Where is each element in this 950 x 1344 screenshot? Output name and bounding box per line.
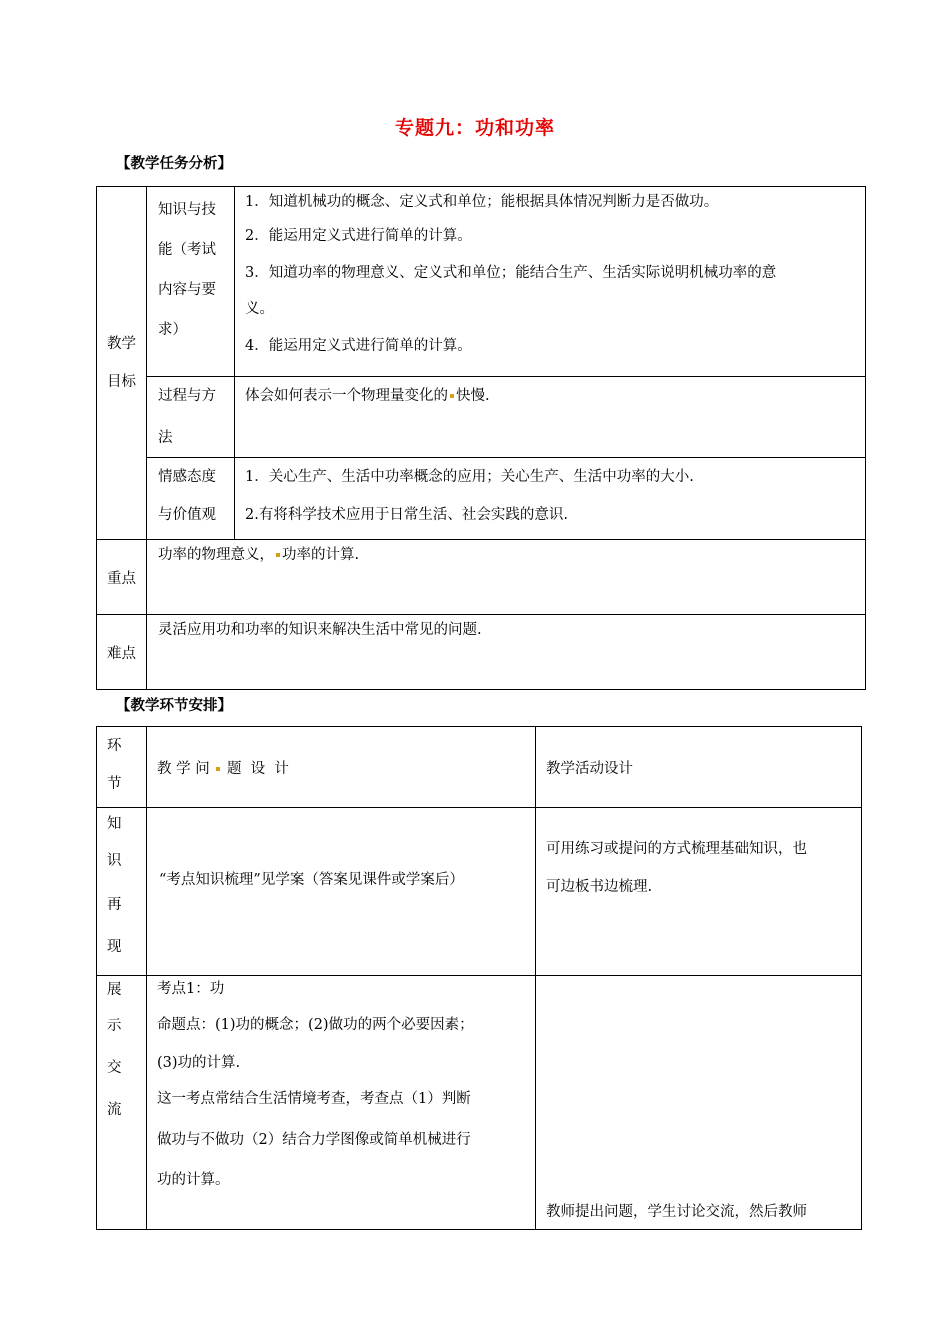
emotion-values-content	[235, 458, 866, 540]
task-analysis-table	[96, 186, 866, 690]
schedule-header-design: 教 学 问 题 设 计	[147, 727, 536, 808]
knowledge-skills-content	[235, 187, 866, 377]
highlight-dot	[216, 767, 220, 771]
key-point-content: 功率的物理意义， 功率的计算.	[147, 540, 866, 615]
knowledge-item: 3．知道功率的物理意义、定义式和单位；能结合生产、生活实际说明机械功率的意	[245, 265, 777, 281]
emotion-item: 1．关心生产、生活中功率概念的应用；关心生产、生活中功率的大小.	[245, 469, 694, 485]
highlight-dot	[276, 553, 280, 557]
schedule-header-activity: 教学活动设计	[536, 727, 862, 808]
process-method-label: 过程与方 法	[147, 377, 235, 458]
section-heading-task-analysis: 【教学任务分析】	[116, 156, 232, 172]
objectives-row-label: 教学 目标	[97, 187, 147, 540]
stage-presentation-exchange: 展 示 交 流	[97, 976, 147, 1230]
knowledge-item: 义。	[245, 301, 274, 317]
difficulty-label: 难点	[97, 615, 147, 690]
emotion-item: 2.有将科学技术应用于日常生活、社会实践的意识.	[245, 507, 568, 523]
process-method-content: 体会如何表示一个物理量变化的 快慢.	[235, 377, 866, 458]
emotion-values-label: 情感态度 与价值观	[147, 458, 235, 540]
activity-presentation-exchange: 教师提出问题，学生讨论交流，然后教师	[536, 976, 862, 1230]
design-presentation-exchange: 考点1：功 命题点：(1)功的概念；(2)做功的两个必要因素； (3)功的计算. 这一考点常结合生活情境考查，考查点（1）判断 做功与不做功（2）结合力学图像或简单机械进行 功的计算。	[147, 976, 536, 1230]
knowledge-item: 1．知道机械功的概念、定义式和单位；能根据具体情况判断力是否做功。	[245, 194, 719, 210]
schedule-table	[96, 726, 862, 1230]
section-heading-schedule: 【教学环节安排】	[116, 698, 232, 714]
key-point-label: 重点	[97, 540, 147, 615]
design-knowledge-review: “考点知识梳理”见学案（答案见课件或学案后）	[147, 808, 536, 976]
stage-knowledge-review: 知 识 再 现	[97, 808, 147, 976]
activity-knowledge-review: 可用练习或提问的方式梳理基础知识，也 可边板书边梳理.	[536, 808, 862, 976]
schedule-header-stage: 环 节	[97, 727, 147, 808]
knowledge-item: 4．能运用定义式进行简单的计算。	[245, 338, 472, 354]
page-title: 专题九：功和功率	[394, 117, 555, 139]
knowledge-item: 2．能运用定义式进行简单的计算。	[245, 228, 472, 244]
highlight-dot	[450, 394, 454, 398]
difficulty-content: 灵活应用功和功率的知识来解决生活中常见的问题.	[147, 615, 866, 690]
knowledge-skills-label: 知识与技 能（考试 内容与要 求）	[147, 187, 235, 377]
